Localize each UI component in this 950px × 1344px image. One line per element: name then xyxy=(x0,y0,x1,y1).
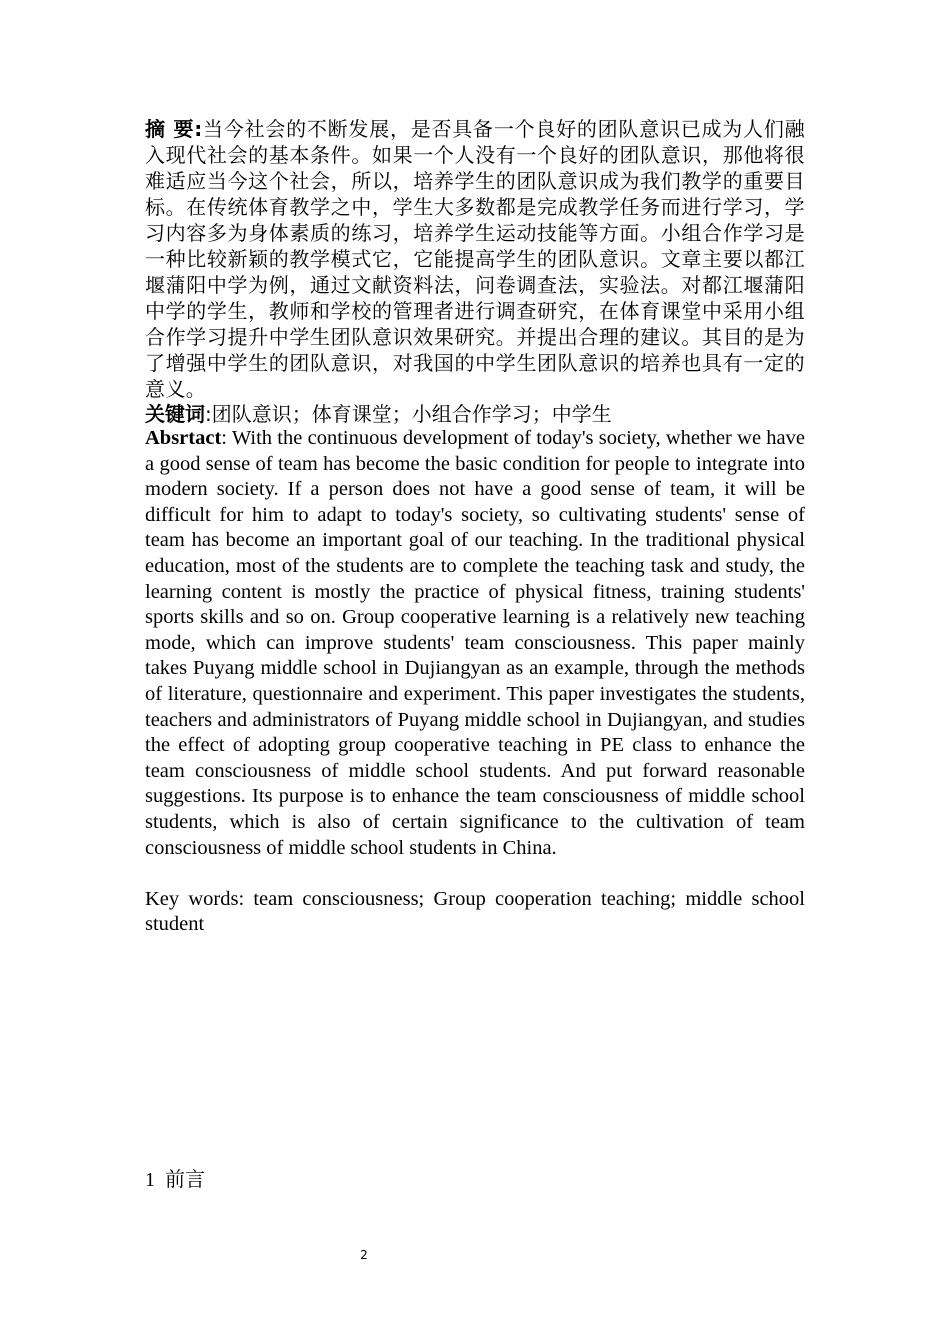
section-title: 前言 xyxy=(165,1167,205,1191)
page-number: 2 xyxy=(360,1248,368,1262)
abstract-zh-text: 当今社会的不断发展，是否具备一个良好的团队意识已成为人们融入现代社会的基本条件。如果一个人没有一个良好的团队意识，那他将很难适应当今这个社会，所以，培养学生的团队意识成为我们教学的重要目标。在传统体育教学之中，学生大多数都是完成教学任务而进行学习，学习内容多为身体素质的练习，培养学生运动技能等方面。小组合作学习是一种比较新颖的教学模式它，它能提高学生的团队意识。文章主要以都江堰蒲阳中学为例，通过文献资料法，问卷调查法，实验法。对都江堰蒲阳中学的学生，教师和学校的管理者进行调查研究，在体育课堂中采用小组合作学习提升中学生团队意识效果研究。并提出合理的建议。其目的是为了增强中学生的团队意识，对我国的中学生团队意识的培养也具有一定的意义。 xyxy=(145,117,805,401)
paragraph-spacer xyxy=(145,861,805,887)
keywords-en-paragraph: Key words: team consciousness; Group cooperation teaching; middle school student xyxy=(145,887,805,936)
section-heading xyxy=(145,1166,205,1193)
abstract-en-paragraph xyxy=(145,426,805,861)
abstract-en-label: Absrtact xyxy=(145,427,222,449)
keywords-zh-label: 关键词 xyxy=(145,402,205,426)
abstract-block xyxy=(145,116,805,938)
section-number: 1 xyxy=(145,1169,155,1191)
abstract-zh-label: 摘 要: xyxy=(145,117,203,141)
keywords-zh-paragraph xyxy=(145,402,805,426)
abstract-en-text: : With the continuous development of today's society, whether we have a good sense of team has become the basic condition for people to integrate into modern society. If a person does not have a good sense of team, it will be difficult for him to adapt to today's society, so cultivating students' sense of team has become an important goal of our teaching. In the traditional physical education, most of the students are to complete the teaching task and study, the learning content is mostly the practice of physical fitness, training students' sports skills and so on. Group cooperative learning is a relatively new teaching mode, which can improve students' team consciousness. This paper mainly takes Puyang middle school in Dujiangyan as an example, through the methods of literature, questionnaire and experiment. This paper investigates the students, teachers and administrators of Puyang middle school in Dujiangyan, and studies the effect of adopting group cooperative teaching in PE class to enhance the team consciousness of middle school students. And put forward reasonable suggestions. Its purpose is to enhance the team consciousness of middle school students, which is also of certain significance to the cultivation of team consciousness of middle school students in China. xyxy=(145,427,805,859)
keywords-zh-text: :团队意识；体育课堂；小组合作学习；中学生 xyxy=(205,402,612,426)
abstract-zh-paragraph xyxy=(145,116,805,402)
